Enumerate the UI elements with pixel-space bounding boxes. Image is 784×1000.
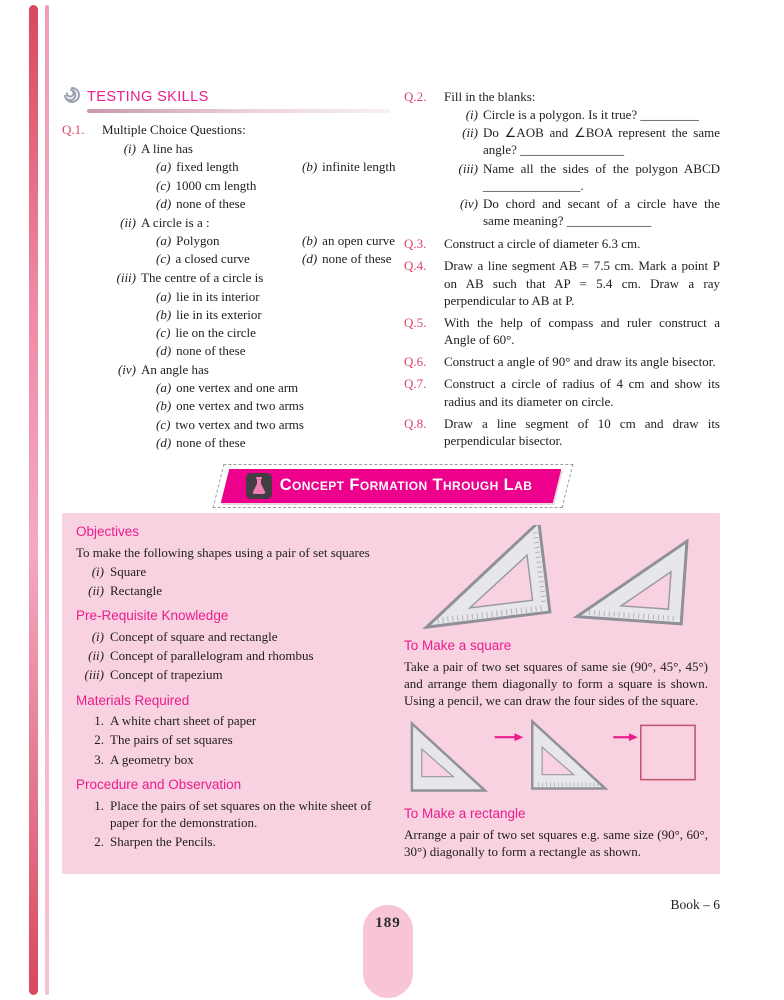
option-label: (c) [156,251,171,267]
option-row [141,379,395,396]
option-text: 1000 cm length [175,177,257,193]
lab-banner-row [62,469,720,503]
list-item [76,647,388,664]
option-row [141,342,395,359]
question-text: Draw a line segment of 10 cm and draw its perpendicular bisector. [444,415,720,448]
mcq-option [302,250,391,267]
option-label: (c) [156,177,171,193]
item-text: A white chart sheet of paper [110,713,257,729]
book-label: Book – 6 [670,897,720,912]
item-number: (iii) [84,667,104,683]
lab-panel [62,513,720,874]
option-row [141,232,395,249]
option-label: (b) [302,233,318,249]
option-text: lie in its exterior [176,306,262,322]
materials-heading: Materials Required [76,692,190,708]
spiral-pin-icon [62,85,82,109]
spine-bar-inner [45,5,49,995]
option-row [141,397,395,414]
page-number-ribbon [363,905,413,998]
option-label: (a) [156,233,172,249]
title-underline [87,109,390,113]
prerequisite-heading: Pre-Requisite Knowledge [76,608,229,624]
mcq-option [156,342,245,359]
question-body [102,121,395,451]
mcq-option [302,232,395,249]
option-label: (a) [156,159,172,175]
item-text: Do ∠AOB and ∠BOA represent the same angle? ________________ [483,125,720,158]
option-text: fixed length [176,159,239,175]
mcq-option [156,158,302,175]
question-q7 [404,375,720,409]
list-item [76,833,388,850]
item-number: (i) [465,107,478,123]
testing-skills-header [62,88,390,113]
item-number: (iv) [459,195,478,211]
fill-blank-item [448,106,720,123]
list-item [76,628,388,645]
option-label: (d) [156,434,172,450]
question-label: Q.3. [404,236,427,252]
option-row [141,416,395,433]
item-text: Rectangle [110,583,162,599]
arrow-right-icon [613,733,638,741]
item-number: (iv) [117,362,136,378]
question-text: Construct a circle of radius of 4 cm and show its radius and its diameter on circle. [444,376,720,409]
item-text: Square [110,563,147,579]
mcq-option [302,158,395,175]
option-text: none of these [322,251,392,267]
make-square-text: Take a pair of two set squares of same sie (90°, 45°, 45°) and arrange them diagonally to form a square is shown. Using a pencil, we can draw the four sides of the square. [404,658,708,709]
option-text: lie in its interior [176,288,260,304]
question-q4 [404,257,720,308]
page-number: 189 [375,915,401,931]
mcq-option [156,232,302,249]
option-label: (c) [156,324,171,340]
fill-blank-item [448,195,720,229]
question-text: Multiple Choice Questions: [102,122,246,138]
item-text: A geometry box [110,751,194,767]
option-label: (b) [156,306,172,322]
make-rectangle-heading: To Make a rectangle [404,806,526,822]
option-row [141,324,395,341]
item-text: Name all the sides of the polygon ABCD _______________. [483,160,720,193]
procedure-heading: Procedure and Observation [76,776,242,792]
option-label: (c) [156,416,171,432]
fill-blank-item [448,160,720,194]
item-number: 1. [94,713,104,729]
item-number: (iii) [116,270,136,286]
objectives-heading: Objectives [76,523,140,539]
question-q5 [404,314,720,348]
option-text: two vertex and two arms [175,416,304,432]
item-body [141,269,395,359]
mcq-option [156,434,245,451]
option-text: none of these [176,195,246,211]
question-label: Q.4. [404,258,427,274]
question-text: Construct a circle of diameter 6.3 cm. [444,236,641,252]
item-text: Sharpen the Pencils. [110,833,216,849]
mcq-option [156,397,304,414]
spine-bar-outer [29,5,38,995]
option-text: none of these [176,434,246,450]
item-number: 2. [94,732,104,748]
question-body [444,88,720,230]
lab-right-column [404,523,708,862]
option-text: infinite length [322,159,396,175]
item-number: 3. [94,751,104,767]
item-body [141,214,395,267]
banner-title: Concept Formation Through Lab [279,476,533,495]
page-content [62,88,720,874]
left-column [62,88,396,456]
item-number: (i) [123,141,136,157]
section-title-wrap [87,88,390,113]
mcq-option [156,177,256,194]
item-text: The centre of a circle is [141,270,264,286]
option-text: one vertex and two arms [176,398,304,414]
option-row [141,288,395,305]
list-item [76,731,388,748]
item-body [141,140,395,212]
mcq-option [156,250,302,267]
item-text: A line has [141,141,193,157]
question-text: Construct a angle of 90° and draw its angle bisector. [444,354,716,370]
item-number: (ii) [462,125,478,141]
mcq-option [156,379,298,396]
option-row [141,177,395,194]
option-row [141,158,395,175]
objectives-text: To make the following shapes using a pair of set squares [76,544,370,560]
item-number: (ii) [120,214,136,230]
option-text: an open curve [322,233,396,249]
question-q6 [404,353,720,370]
item-number: (i) [91,629,104,645]
section-title: TESTING SKILLS [87,89,209,105]
list-item [76,751,388,768]
option-label: (a) [156,288,172,304]
list-item [76,797,388,831]
item-text: Circle is a polygon. Is it true? _________ [483,107,699,123]
item-number: 2. [94,833,104,849]
option-label: (b) [156,398,172,414]
option-text: lie on the circle [175,324,256,340]
mcq-item [102,214,395,267]
question-q2 [404,88,720,230]
option-label: (b) [302,159,318,175]
lab-banner [225,469,557,503]
list-item [76,666,388,683]
list-item [76,712,388,729]
question-label: Q.2. [404,89,427,104]
question-label: Q.8. [404,415,427,431]
right-column [404,88,720,456]
fill-blank-item [448,124,720,158]
question-text: Draw a line segment AB = 7.5 cm. Mark a point P on AB such that AP = 5.4 cm. Draw a ray perpendicular to AB at P. [444,258,720,308]
question-label: Q.7. [404,376,427,392]
mcq-item [102,269,395,359]
option-row [141,195,395,212]
option-row [141,306,395,323]
item-text: An angle has [141,362,209,378]
question-text: Fill in the blanks: [444,89,536,104]
question-q8 [404,415,720,449]
option-text: one vertex and one arm [176,380,299,396]
mcq-option [156,288,260,305]
question-text: With the help of compass and ruler construct a Angle of 60°. [444,314,720,348]
item-number: (ii) [88,583,104,599]
item-text: Place the pairs of set squares on the white sheet of paper for the demonstration. [110,797,372,830]
question-q3 [404,235,720,252]
item-number: (i) [91,563,104,579]
option-row [141,250,395,267]
mcq-item [102,140,395,212]
option-label: (a) [156,380,172,396]
option-text: Polygon [176,233,220,249]
list-item [76,582,388,599]
lab-left-column [76,523,388,862]
question-q1 [62,121,396,451]
question-label: Q.5. [404,314,427,330]
option-label: (d) [302,251,318,267]
square-formation-image [404,711,708,797]
mcq-option [156,306,262,323]
list-item [76,563,388,580]
option-row [141,434,395,451]
question-label: Q.1. [62,122,85,138]
item-number: (iii) [458,160,478,176]
lab-flask-icon [246,473,272,499]
item-text: Concept of parallelogram and rhombus [110,648,314,664]
item-text: The pairs of set squares [110,732,233,748]
make-square-heading: To Make a square [404,637,512,653]
mcq-option [156,416,304,433]
make-rectangle-text: Arrange a pair of two set squares e.g. same size (90°, 60°, 30°) diagonally to form a rectangle as shown. [404,827,708,860]
mcq-option [156,324,256,341]
item-text: Concept of square and rectangle [110,629,278,645]
mcq-option [156,195,245,212]
option-label: (d) [156,195,172,211]
option-text: a closed curve [175,251,250,267]
item-number: 1. [94,797,104,813]
exercise-section [62,88,720,456]
option-label: (d) [156,343,172,358]
option-text: none of these [176,343,246,358]
item-text: A circle is a : [141,214,210,230]
arrow-right-icon [495,733,524,741]
item-text: Concept of trapezium [110,667,223,683]
mcq-item [102,361,395,451]
set-squares-pair-image [404,525,708,629]
item-body [141,361,395,451]
item-number: (ii) [88,648,104,664]
banner-inner [225,469,557,503]
item-text: Do chord and secant of a circle have the same meaning? _____________ [483,195,720,229]
question-label: Q.6. [404,354,427,370]
